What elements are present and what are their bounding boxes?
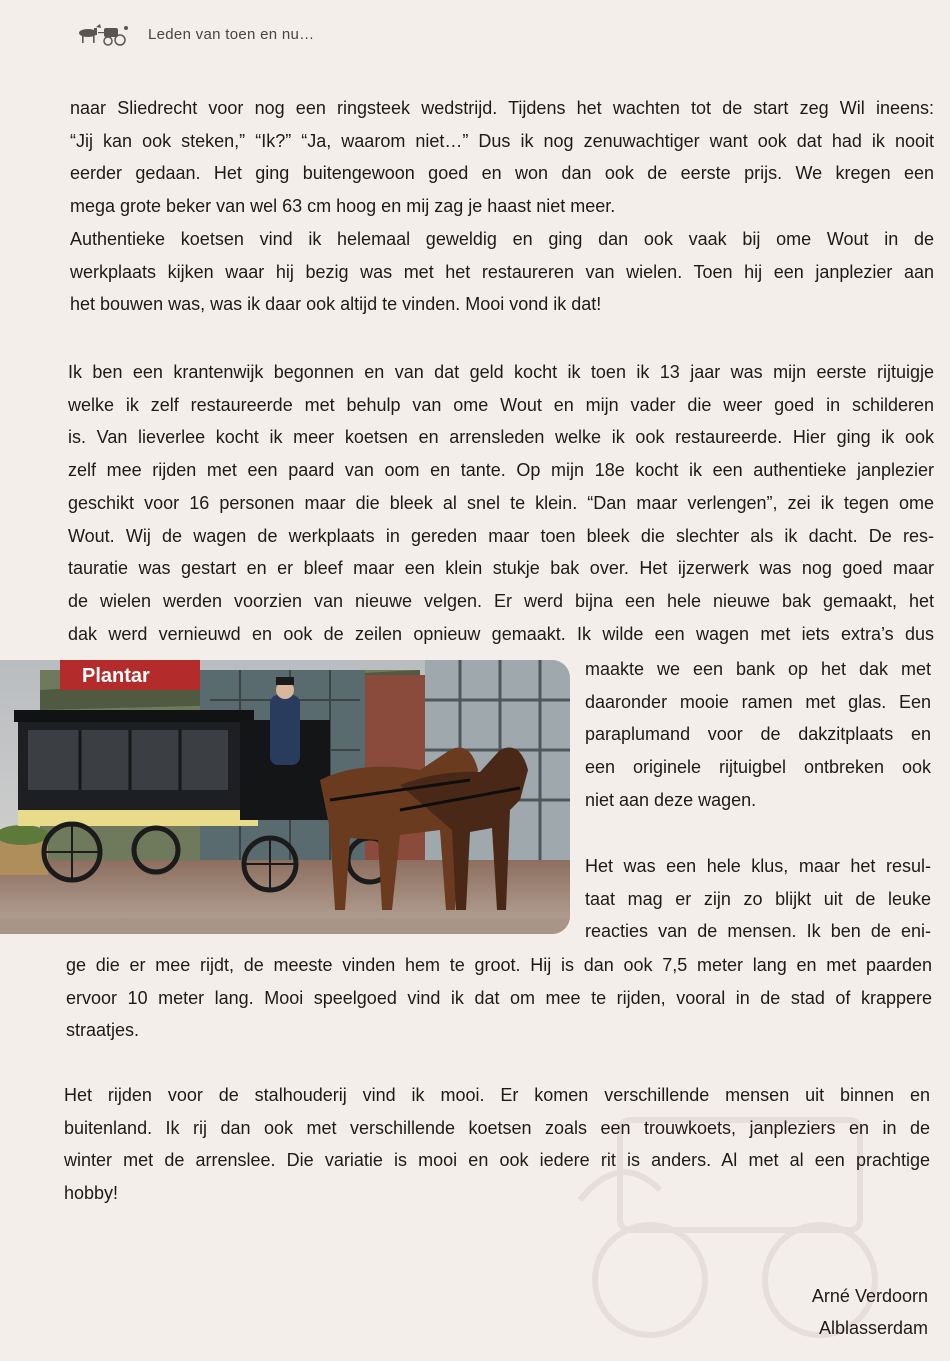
- text-line: niet aan deze wagen.: [585, 789, 757, 810]
- text-line: mega grote beker van wel 63 cm hoog en mij zag je haast niet meer.: [70, 196, 616, 217]
- text-line: geschikt voor 16 personen maar die bleek al snel te klein. “Dan maar verlengen”, zei ik tegen ome: [68, 492, 934, 513]
- text-line: een originele rijtuigbel ontbreken ook: [585, 757, 931, 778]
- text-line: reacties van de mensen. Ik ben de eni-: [585, 921, 931, 942]
- text-line: welke ik zelf restaureerde met behulp van ome Wout en mijn vader die weer goed in schilderen: [68, 394, 934, 415]
- text-line: winter met de arrenslee. Die variatie is mooi en ook iedere rit is anders. Al met al een prachtige: [64, 1150, 930, 1171]
- text-line: tauratie was gestart en er bleef maar een klein stukje bak over. Het ijzerwerk was nog goed maar: [68, 558, 934, 579]
- plantar-sign-text: Plantar: [82, 665, 150, 687]
- text-line: is. Van lieverlee kocht ik meer koetsen en arrensleden welke ik ook restaureerde. Hier ging ik ook: [68, 427, 934, 448]
- text-line: de wielen werden voorzien van nieuwe velgen. Er werd bijna een hele nieuwe bak gemaakt, het: [68, 590, 934, 611]
- paragraph-1: [70, 92, 934, 321]
- text-line: het bouwen was, was ik daar ook altijd te vinden. Mooi vond ik dat!: [70, 294, 602, 315]
- section-title: Leden van toen en nu…: [148, 25, 315, 43]
- text-line: dak werd vernieuwd en ook de zeilen opnieuw gemaakt. Ik wilde een wagen met iets extra’s dus: [68, 623, 934, 644]
- text-line: “Jij kan ook steken,” “Ik?” “Ja, waarom niet…” Dus ik nog zenuwachtiger want ook dat had ik nooit: [70, 130, 934, 151]
- text-line: ge die er mee rijdt, de meeste vinden hem te groot. Hij is dan ook 7,5 meter lang en met paarden: [66, 955, 932, 975]
- text-line: taat mag er zijn zo blijkt uit de leuke: [585, 888, 931, 909]
- text-line: naar Sliedrecht voor nog een ringsteek wedstrijd. Tijdens het wachten tot de start zeg Wil ineens:: [70, 98, 934, 118]
- text-line: buitenland. Ik rij dan ook met verschillende koetsen zoals een trouwkoets, janpleziers en in de: [64, 1117, 930, 1138]
- text-line: werkplaats kijken waar hij bezig was met het restaureren van wielen. Toen hij een janplezier aan: [70, 261, 934, 282]
- paragraph-4: [585, 850, 931, 948]
- text-line: Ik ben een krantenwijk begonnen en van dat geld kocht ik toen ik 13 jaar was mijn eerste rijtuigje: [68, 362, 934, 382]
- paragraph-2: [68, 356, 934, 650]
- horse-carriage-icon: [74, 22, 134, 46]
- text-line: Wout. Wij de wagen de werkplaats in gereden maar toen bleek die slechter als ik dacht. De res-: [68, 525, 934, 546]
- text-line: paraplumand voor de dakzitplaats en: [585, 724, 931, 745]
- page-header: [74, 20, 314, 48]
- text-line: daaronder mooie ramen met glas. Een: [585, 691, 931, 712]
- text-line: zelf mee rijden met een paard van oom en tante. Op mijn 18e kocht ik een authentieke janplezier: [68, 460, 934, 481]
- author-name: Arné Verdoorn: [811, 1286, 928, 1306]
- carriage-photo: [0, 660, 570, 934]
- text-line: Het rijden voor de stalhouderij vind ik mooi. Er komen verschillende mensen uit binnen en: [64, 1085, 930, 1105]
- text-line: hobby!: [64, 1183, 119, 1204]
- carriage-photo-illustration: [0, 660, 570, 934]
- signature: [812, 1280, 928, 1344]
- text-line: straatjes.: [66, 1020, 140, 1041]
- text-line: ervoor 10 meter lang. Mooi speelgoed vind ik dat om mee te rijden, vooral in de stad of krappere: [66, 987, 932, 1008]
- text-line: Het was een hele klus, maar het resul-: [585, 856, 931, 876]
- text-line: eerder gedaan. Het ging buitengewoon goed en won dan ook de eerste prijs. We kregen een: [70, 163, 934, 184]
- text-line: Authentieke koetsen vind ik helemaal geweldig en ging dan ook vaak bij ome Wout in de: [70, 228, 934, 249]
- paragraph-5: [66, 949, 932, 1047]
- author-place: Alblasserdam: [818, 1318, 928, 1338]
- paragraph-3: [585, 653, 931, 817]
- paragraph-6: [64, 1079, 930, 1210]
- text-line: maakte we een bank op het dak met: [585, 659, 931, 679]
